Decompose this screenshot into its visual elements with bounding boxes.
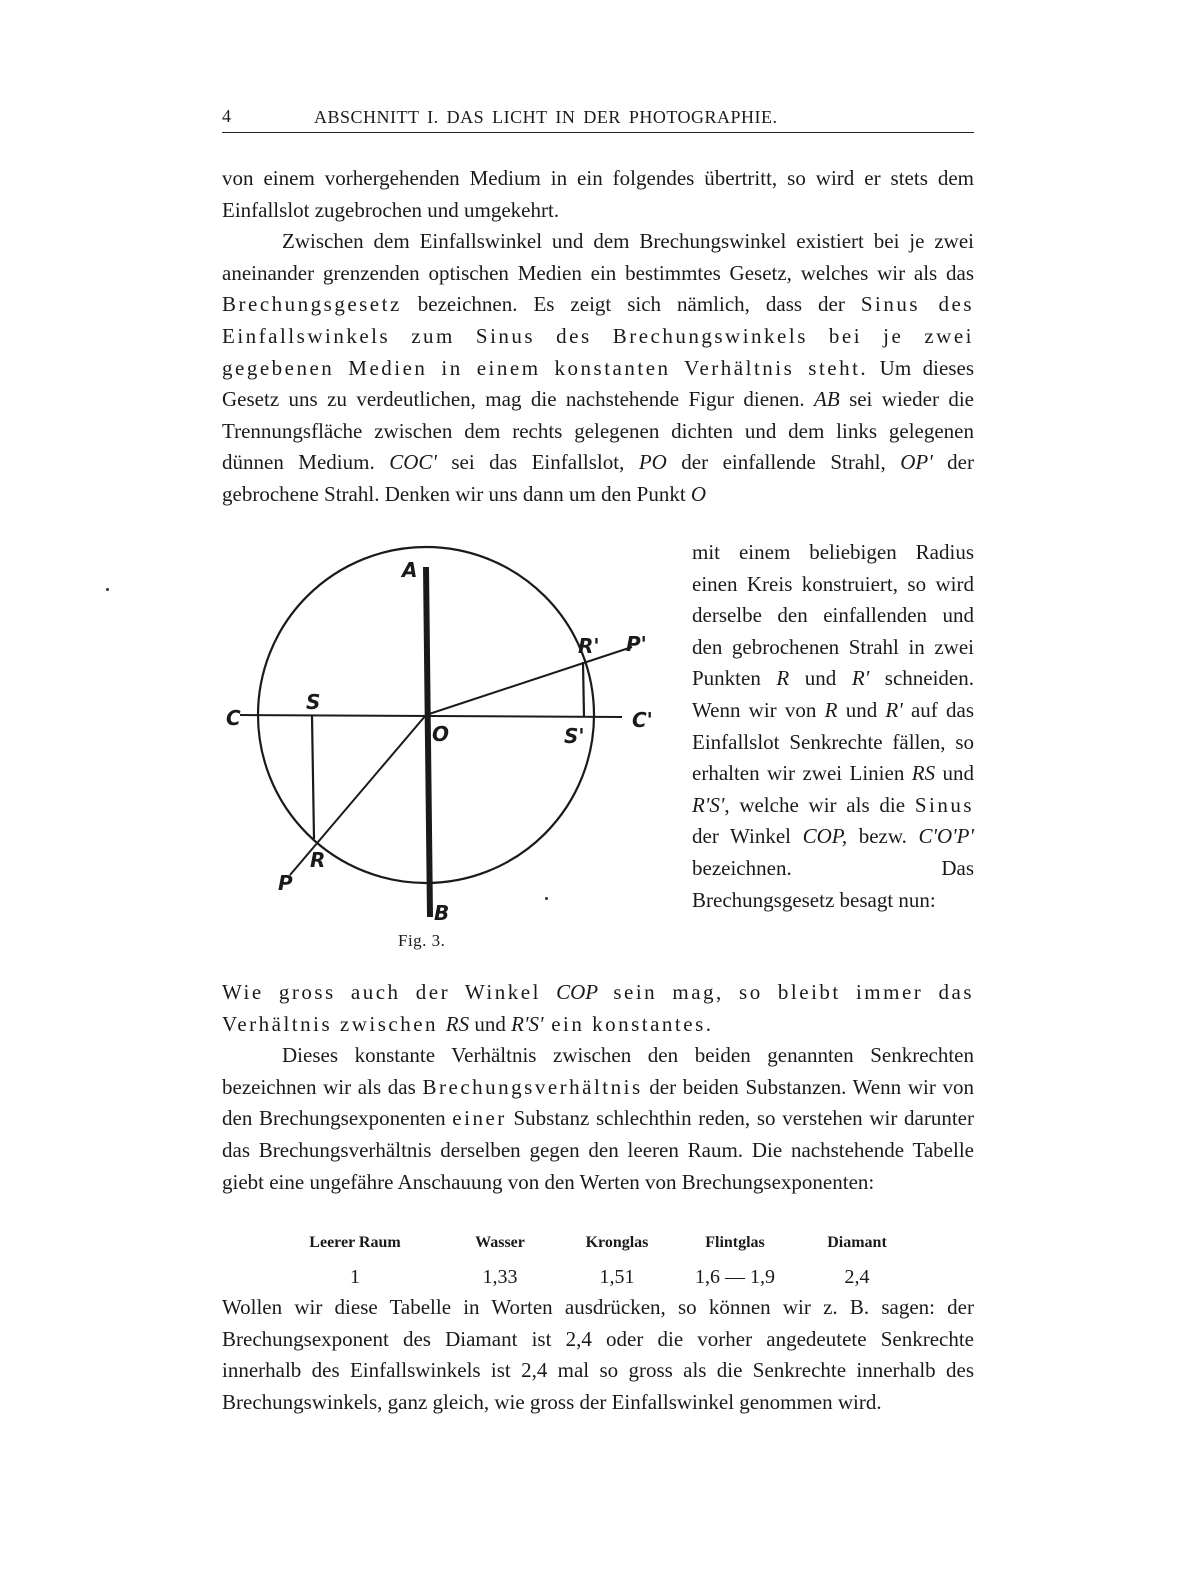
math-term: R'S' bbox=[511, 1011, 544, 1036]
table-header-cell: Kronglas bbox=[585, 1234, 649, 1251]
math-term: OP' bbox=[900, 450, 933, 475]
text-span: der gebrochene Strahl. Denken wir uns dann um den Punkt bbox=[222, 450, 974, 506]
table-header-row bbox=[290, 1234, 910, 1264]
text-block-top bbox=[222, 163, 974, 511]
paragraph-1: von einem vorhergehenden Medium in ein folgendes übertritt, so wird er stets dem Einfallslot zugebrochen und umgekehrt. bbox=[222, 166, 974, 222]
print-speck bbox=[106, 588, 109, 591]
header-title: ABSCHNITT I. DAS LICHT IN DER PHOTOGRAPHIE. bbox=[314, 107, 778, 127]
math-term: AB bbox=[814, 387, 840, 412]
text-span: der Winkel bbox=[692, 824, 803, 849]
text-span: und bbox=[469, 1011, 512, 1036]
label-B: B bbox=[434, 901, 450, 925]
text-block-bottom bbox=[222, 1292, 974, 1418]
table-value-cell: 2,4 bbox=[844, 1266, 870, 1288]
text-span: und bbox=[789, 666, 852, 691]
text-span: bezeichnen. Das Brechungsgesetz besagt nun: bbox=[692, 855, 974, 912]
print-speck bbox=[545, 897, 548, 900]
paragraph-2 bbox=[222, 226, 974, 510]
paragraph-4: Wollen wir diese Tabelle in Worten ausdrücken, so können wir z. B. sagen: der Brechungsexponent des Diamant ist 2,4 oder die vorher angedeutete Senkrechte innerhalb des Einfallswinkels ist 2,4 mal so gross als die Senkrechte innerhalb des Brechungswinkels, ganz gleich, wie gross der Einfallswinkel genommen wird. bbox=[222, 1295, 974, 1414]
text-span: Um dieses Gesetz uns zu verdeutlichen, mag die nachstehende Figur dienen. bbox=[222, 355, 974, 412]
text-span: sei das Einfallslot, bbox=[436, 450, 639, 475]
interface-line-AB bbox=[426, 567, 430, 917]
label-S-prime: S' bbox=[564, 724, 585, 748]
text-span: der einfallende Strahl, bbox=[666, 450, 901, 475]
text-span: Substanz schlechthin reden, so verstehen wir darunter das Brechungsverhältnis derselben gegen den leeren Raum. Die nachstehende Tabelle giebt eine ungefähre Anschauung von den Werten von Brechungsexponenten: bbox=[222, 1106, 974, 1194]
table-value-cell: 1,6 — 1,9 bbox=[695, 1266, 775, 1288]
math-term: O bbox=[690, 481, 707, 506]
sine-line-RS bbox=[312, 716, 314, 839]
text-span: Dieses konstante Verhältnis zwischen den beiden genannten Senkrechten bezeichnen wir als das bbox=[222, 1043, 974, 1099]
text-block-right-of-figure bbox=[692, 537, 974, 916]
table-header-cell: Wasser bbox=[475, 1234, 525, 1251]
text-span: und bbox=[935, 761, 975, 786]
math-term: PO bbox=[638, 450, 667, 475]
table-value-cell: 1,51 bbox=[599, 1266, 635, 1288]
math-term: R' bbox=[851, 666, 870, 691]
refracted-ray-OP bbox=[426, 647, 632, 715]
math-term: RS bbox=[911, 761, 936, 786]
paragraph-2-continued bbox=[692, 537, 974, 916]
math-term: COP bbox=[556, 980, 599, 1004]
math-term: R'S' bbox=[692, 792, 725, 817]
spaced-law: ein konstantes. bbox=[543, 1011, 714, 1036]
spaced-term: Brechungsgesetz bbox=[222, 292, 402, 317]
math-term: COP, bbox=[802, 824, 848, 849]
table-header-cell: Diamant bbox=[827, 1234, 887, 1251]
label-R: R bbox=[310, 848, 326, 872]
spaced-law: Wie gross auch der Winkel bbox=[222, 980, 557, 1004]
label-A: A bbox=[402, 558, 418, 582]
label-S: S bbox=[306, 690, 321, 714]
refraction-diagram bbox=[222, 545, 672, 975]
label-C: C bbox=[226, 706, 241, 730]
text-span: mit einem beliebigen Radius einen Kreis konstruiert, so wird derselbe den einfallenden und den gebrochenen Strahl in zwei Punkten bbox=[692, 540, 974, 691]
label-R-prime: R' bbox=[578, 634, 600, 658]
table-value-row bbox=[290, 1264, 910, 1294]
label-O: O bbox=[432, 722, 450, 746]
text-span: sei wieder die Trennungsfläche zwischen dem rechts gelegenen dichten und dem links gelegenen dünnen Medium. bbox=[222, 387, 975, 475]
table-header-cell: Leerer Raum bbox=[309, 1234, 401, 1251]
label-P: P bbox=[278, 871, 293, 895]
text-span: auf das Einfallslot Senkrechte fällen, so erhalten wir zwei Linien bbox=[692, 697, 975, 786]
running-header bbox=[222, 104, 974, 133]
table-value-cell: 1 bbox=[350, 1266, 360, 1288]
text-span: und bbox=[837, 697, 886, 722]
figure-3 bbox=[222, 545, 672, 975]
text-span: bezw. bbox=[847, 824, 919, 849]
text-span: bezeichnen. Es zeigt sich nämlich, dass der bbox=[401, 292, 861, 317]
text-span: , welche wir als die bbox=[724, 792, 915, 817]
spaced-term: Sinus bbox=[914, 792, 974, 817]
math-term: R bbox=[824, 697, 838, 722]
text-span: der beiden Substanzen. Wenn wir von den Brechungsexponenten bbox=[222, 1074, 974, 1131]
normal-line-CC bbox=[240, 715, 622, 717]
spaced-law: Sinus des Einfallswinkels zum Sinus des Brechungswinkels bei je zwei gegebenen Medien in einem konstanten Verhältnis steht. bbox=[222, 292, 975, 380]
table-header-cell: Flintglas bbox=[705, 1234, 765, 1251]
refraction-index-table bbox=[290, 1234, 910, 1294]
table-value-cell: 1,33 bbox=[482, 1266, 518, 1288]
paragraph-3 bbox=[222, 1040, 974, 1198]
sine-line-RS-prime bbox=[583, 662, 584, 717]
math-term: R' bbox=[885, 697, 903, 722]
page-number: 4 bbox=[222, 106, 232, 126]
spaced-term: Brechungsverhältnis bbox=[422, 1074, 643, 1099]
figure-caption: Fig. 3. bbox=[398, 931, 446, 950]
label-C-prime: C' bbox=[632, 708, 653, 732]
math-term: R bbox=[776, 666, 790, 691]
math-term: COC' bbox=[389, 450, 437, 475]
spaced-term: einer bbox=[452, 1106, 507, 1131]
math-term: C'O'P' bbox=[918, 824, 974, 849]
label-P-prime: P' bbox=[626, 632, 647, 656]
math-term: RS bbox=[445, 1011, 470, 1036]
text-span: schneiden. Wenn wir von bbox=[692, 666, 974, 722]
spaced-law: sein mag, so bleibt immer das Verhältnis zwischen bbox=[222, 980, 974, 1036]
law-statement bbox=[222, 977, 974, 1040]
text-block-middle bbox=[222, 977, 974, 1198]
text-span: Zwischen dem Einfallswinkel und dem Brechungswinkel existiert bei je zwei aneinander grenzenden optischen Medien ein bestimmtes Gesetz, welches wir als das bbox=[222, 229, 974, 285]
